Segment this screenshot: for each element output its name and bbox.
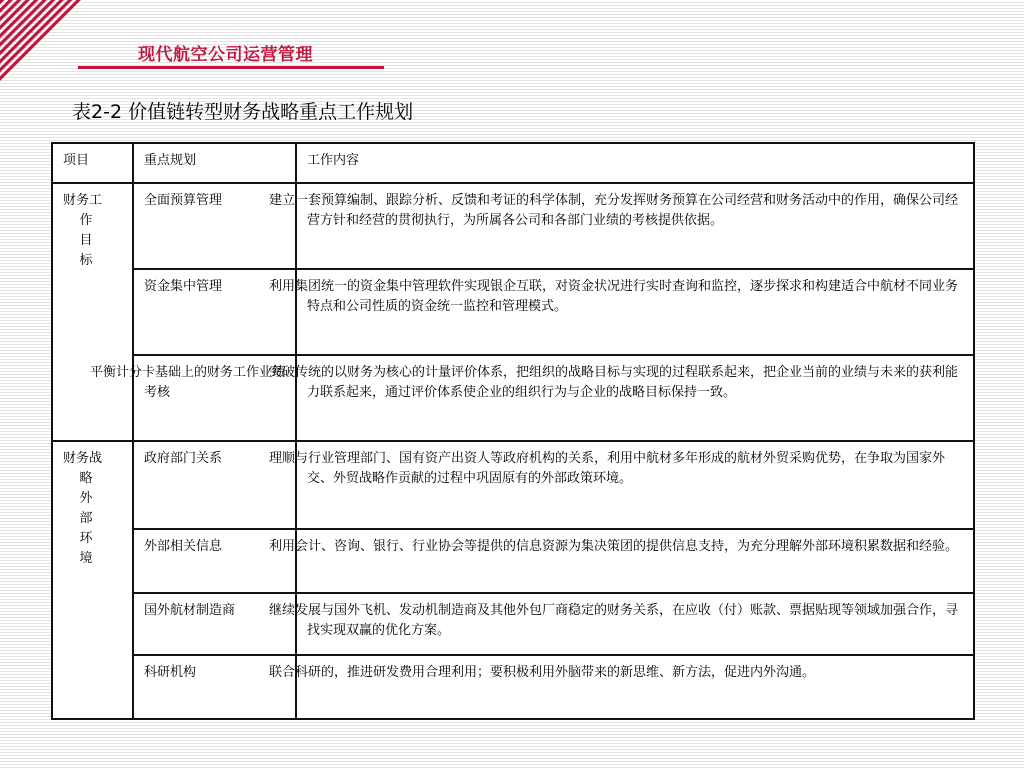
header-title: 现代航空公司运营管理 bbox=[138, 45, 313, 65]
plan-cell: 资金集中管理 bbox=[133, 269, 296, 355]
plan-cell: 科研机构 bbox=[133, 655, 296, 719]
content-cell: 继续发展与国外飞机、发动机制造商及其他外包厂商稳定的财务关系，在应收（付）账款、票据贴现等领域加强合作，寻找实现双赢的优化方案。 bbox=[296, 593, 974, 655]
corner-stripes-decoration bbox=[0, 0, 90, 90]
table-title: 表2-2 价值链转型财务战略重点工作规划 bbox=[72, 101, 414, 123]
content-cell: 利用会计、咨询、银行、行业协会等提供的信息资源为集决策团的提供信息支持，为充分理解外部环境积累数据和经验。 bbox=[296, 529, 974, 593]
plan-cell: 政府部门关系 bbox=[133, 441, 296, 529]
strategy-table bbox=[51, 142, 975, 720]
content-cell: 突破传统的以财务为核心的计量评价体系，把组织的战略目标与实现的过程联系起来，把企业当前的业绩与未来的获利能力联系起来，通过评价体系使企业的组织行为与企业的战略目标保持一致。 bbox=[296, 355, 974, 441]
header-cell-item: 项目 bbox=[52, 143, 133, 183]
table-row bbox=[52, 593, 974, 655]
header-cell-plan: 重点规划 bbox=[133, 143, 296, 183]
header-cell-content: 工作内容 bbox=[296, 143, 974, 183]
table-header-row bbox=[52, 143, 974, 183]
content-cell: 理顺与行业管理部门、国有资产出资人等政府机构的关系，利用中航材多年形成的航材外贸采购优势，在争取为国家外交、外贸战略作贡献的过程中巩固原有的外部政策环境。 bbox=[296, 441, 974, 529]
content-cell: 联合科研的，推进研发费用合理利用；要积极利用外脑带来的新思维、新方法，促进内外沟通。 bbox=[296, 655, 974, 719]
plan-cell: 全面预算管理 bbox=[133, 183, 296, 269]
plan-cell: 平衡计分卡基础上的财务工作业绩考核 bbox=[133, 355, 296, 441]
header-rule bbox=[78, 66, 384, 69]
table-row bbox=[52, 269, 974, 355]
group-label-finance-goals: 财务工 作 目 标 bbox=[52, 183, 133, 441]
table-row bbox=[52, 441, 974, 529]
content-cell: 利用集团统一的资金集中管理软件实现银企互联，对资金状况进行实时查询和监控，逐步探求和构建适合中航材不同业务特点和公司性质的资金统一监控和管理模式。 bbox=[296, 269, 974, 355]
content-cell: 建立一套预算编制、跟踪分析、反馈和考证的科学体制，充分发挥财务预算在公司经营和财务活动中的作用，确保公司经营方针和经营的贯彻执行，为所属各公司和各部门业绩的考核提供依据。 bbox=[296, 183, 974, 269]
table-row bbox=[52, 655, 974, 719]
plan-cell: 国外航材制造商 bbox=[133, 593, 296, 655]
table-row bbox=[52, 529, 974, 593]
plan-cell: 外部相关信息 bbox=[133, 529, 296, 593]
group-label-external-environment: 财务战 略 外 部 环 境 bbox=[52, 441, 133, 719]
table-row bbox=[52, 355, 974, 441]
table-row bbox=[52, 183, 974, 269]
